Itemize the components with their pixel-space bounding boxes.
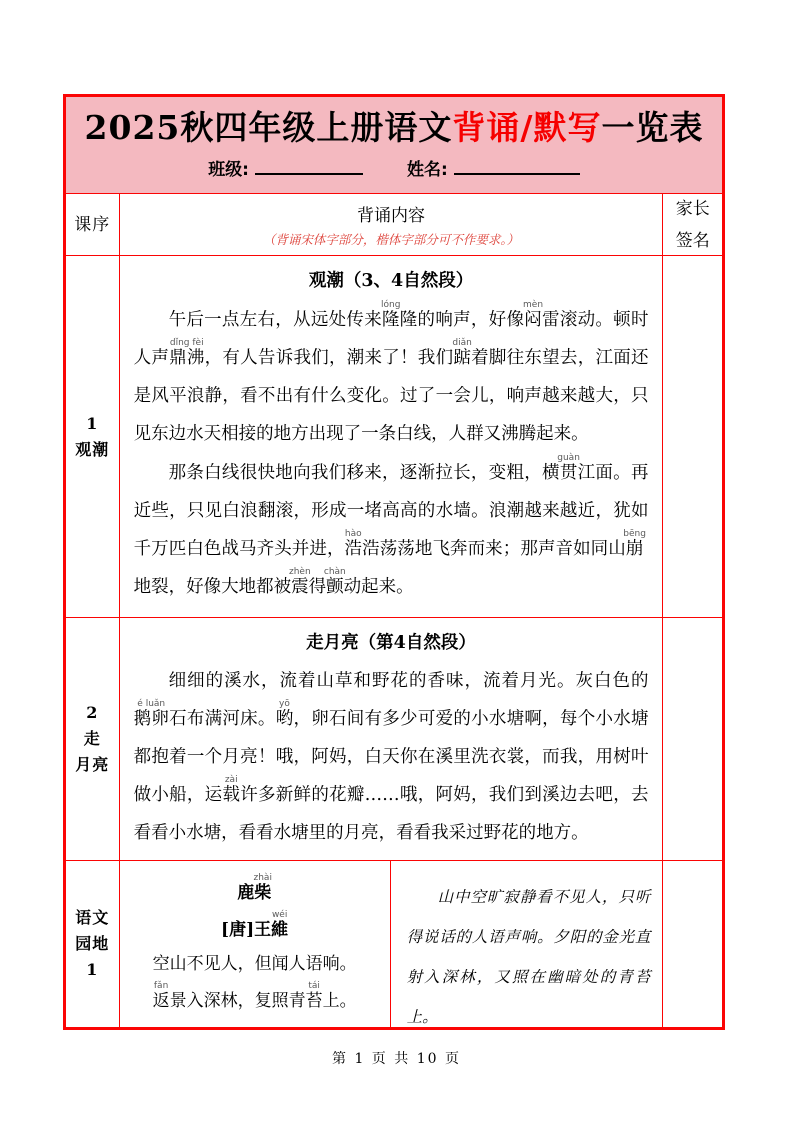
passage-cell bbox=[120, 256, 663, 617]
passage-cell bbox=[120, 618, 663, 860]
lesson-name-line2: 月亮 bbox=[75, 755, 110, 774]
poem-line: 返fǎn景入深林，复照青苔tái上。 bbox=[152, 981, 357, 1011]
lesson-order-cell bbox=[66, 256, 120, 617]
table-header-row bbox=[66, 193, 722, 255]
lesson-number: 2 bbox=[86, 703, 99, 722]
name-label: 姓名: bbox=[407, 160, 448, 180]
class-name-line bbox=[66, 155, 722, 180]
table-row-zouyueliang bbox=[66, 617, 722, 860]
title-text-highlight: 背诵/默写 bbox=[452, 108, 602, 147]
lesson-name: 观潮 bbox=[75, 439, 110, 459]
name-blank-field bbox=[454, 160, 580, 175]
passage-paragraph: 那条白线很快地向我们移来，逐渐拉长，变粗，横贯guàn江面。再近些，只见白浪翻滚，形成一堵高高的水墙。浪潮越来越近，犹如千万匹白色战马齐头并进，浩hào浩荡荡地飞奔而来；那声音如同山崩bēng地裂，好像大地都被震zhèn得颤chàn动起来。 bbox=[133, 453, 649, 597]
recitation-sheet bbox=[63, 94, 725, 1030]
lesson-name-line1: 语文 bbox=[75, 908, 110, 927]
poem-explanation-cell bbox=[391, 861, 663, 1027]
passage-title: 观潮（3、4自然段） bbox=[308, 271, 474, 291]
class-blank-field bbox=[255, 160, 363, 175]
class-label: 班级: bbox=[208, 160, 249, 180]
content-header-note: （背诵宋体字部分，楷体字部分可不作要求。） bbox=[262, 231, 520, 247]
lesson-number: 1 bbox=[86, 413, 99, 433]
passage-paragraph: 细细的溪水，流着山草和野花的香味，流着月光。灰白色的鹅卵é luǎn石布满河床。哟yō，卵石间有多少可爱的小水塘啊，每个小水塘都抱着一个月亮！哦，阿妈，白天你在溪里洗衣裳，而我，用树叶做小船，运载zài许多新鲜的花瓣……哦，阿妈，我们到溪边去吧，去看看小水塘，看看水塘里的月亮，看看我采过野花的地方。 bbox=[133, 671, 649, 843]
lesson-name-line2: 园地 bbox=[75, 934, 110, 953]
page-number: 第 1 页 共 10 页 bbox=[332, 1051, 461, 1067]
lesson-name-line1: 走 bbox=[83, 729, 101, 748]
parent-signature-cell bbox=[662, 256, 722, 617]
table-row-guanchao bbox=[66, 255, 722, 617]
poem-author: [唐]王維wéi bbox=[221, 910, 289, 940]
column-header-parent-signature bbox=[662, 194, 722, 255]
poem-title: 鹿柴zhài bbox=[237, 873, 272, 903]
table-row-yuwenyuandi1 bbox=[66, 860, 722, 1027]
lesson-number: 1 bbox=[86, 960, 99, 979]
title-text-left: 2025秋四年级上册语文 bbox=[84, 108, 453, 147]
poem-line: 空山不见人，但闻人语响。 bbox=[152, 954, 357, 974]
parent-signature-cell bbox=[662, 618, 722, 860]
page-title bbox=[66, 97, 722, 148]
poem-cell bbox=[120, 861, 391, 1027]
sheet-header bbox=[66, 97, 722, 193]
parent-signature-cell bbox=[662, 861, 722, 1027]
title-text-right: 一览表 bbox=[601, 108, 704, 147]
sign-header-line2: 签名 bbox=[675, 230, 710, 251]
content-header-label: 背诵内容 bbox=[357, 206, 426, 227]
lesson-order-cell bbox=[66, 861, 120, 1027]
poem-explanation-text: 山中空旷寂静看不见人，只听得说话的人语声响。夕阳的金光直射入深林，又照在幽暗处的青苔上。 bbox=[406, 888, 651, 1026]
poem-and-explanation-cell bbox=[120, 861, 663, 1027]
sign-header-line1: 家长 bbox=[675, 198, 710, 219]
column-header-lesson-order: 课序 bbox=[66, 194, 120, 255]
lesson-order-cell bbox=[66, 618, 120, 860]
column-header-recitation-content bbox=[120, 194, 663, 255]
passage-paragraph: 午后一点左右，从远处传来隆lóng隆的响声，好像闷mèn雷滚动。顿时人声鼎沸dǐng fèi，有人告诉我们，潮来了！我们踮diǎn着脚往东望去，江面还是风平浪静，看不出有什么变化。过了一会儿，响声越来越大，只见东边水天相接的地方出现了一条白线，人群又沸腾起来。 bbox=[133, 300, 649, 444]
passage-title: 走月亮（第4自然段） bbox=[306, 633, 476, 653]
